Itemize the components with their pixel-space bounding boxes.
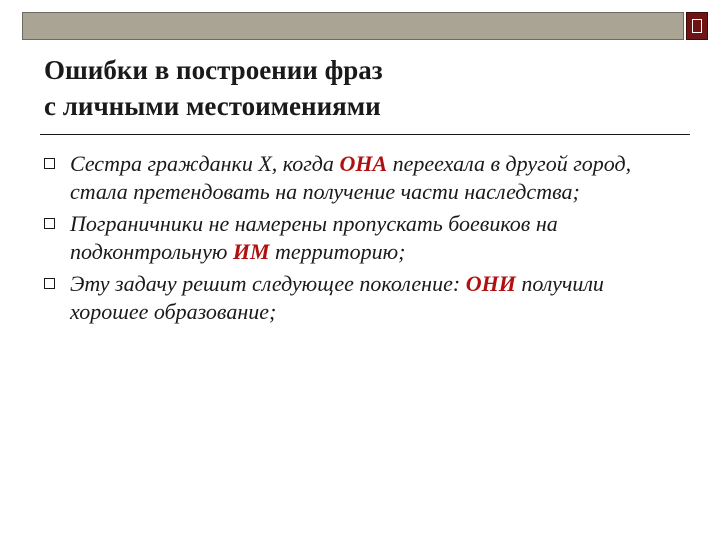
bullet-text-before: Эту задачу решит следующее поколение: bbox=[70, 271, 466, 296]
corner-square-icon bbox=[686, 12, 708, 40]
bullet-item bbox=[44, 150, 684, 206]
pronoun-highlight: ОНИ bbox=[465, 271, 516, 296]
slide-title-line-1: Ошибки в построении фраз bbox=[44, 55, 383, 85]
pronoun-highlight: ОНА bbox=[339, 151, 388, 176]
title-divider bbox=[40, 134, 690, 135]
bullet-text-after: получили хорошее образование; bbox=[70, 271, 604, 324]
top-decorative-bar bbox=[22, 12, 684, 40]
bullet-text-before: Пограничники не намерены пропускать боевиков на подконтрольную bbox=[70, 211, 558, 264]
pronoun-highlight: ИМ bbox=[232, 239, 270, 264]
bullet-text-before: Сестра гражданки Х, когда bbox=[70, 151, 340, 176]
bullet-text-after: переехала в другой город, стала претендовать на получение части наследства; bbox=[70, 151, 632, 204]
hollow-square-bullet-icon bbox=[44, 218, 55, 229]
slide-title-line-2: с личными местоимениями bbox=[44, 91, 381, 121]
bullet-list bbox=[44, 150, 684, 330]
bullet-item bbox=[44, 270, 684, 326]
bullet-text-after: территорию; bbox=[269, 239, 406, 264]
hollow-square-bullet-icon bbox=[44, 278, 55, 289]
hollow-square-bullet-icon bbox=[44, 158, 55, 169]
slide-title bbox=[44, 52, 684, 124]
bullet-item bbox=[44, 210, 684, 266]
